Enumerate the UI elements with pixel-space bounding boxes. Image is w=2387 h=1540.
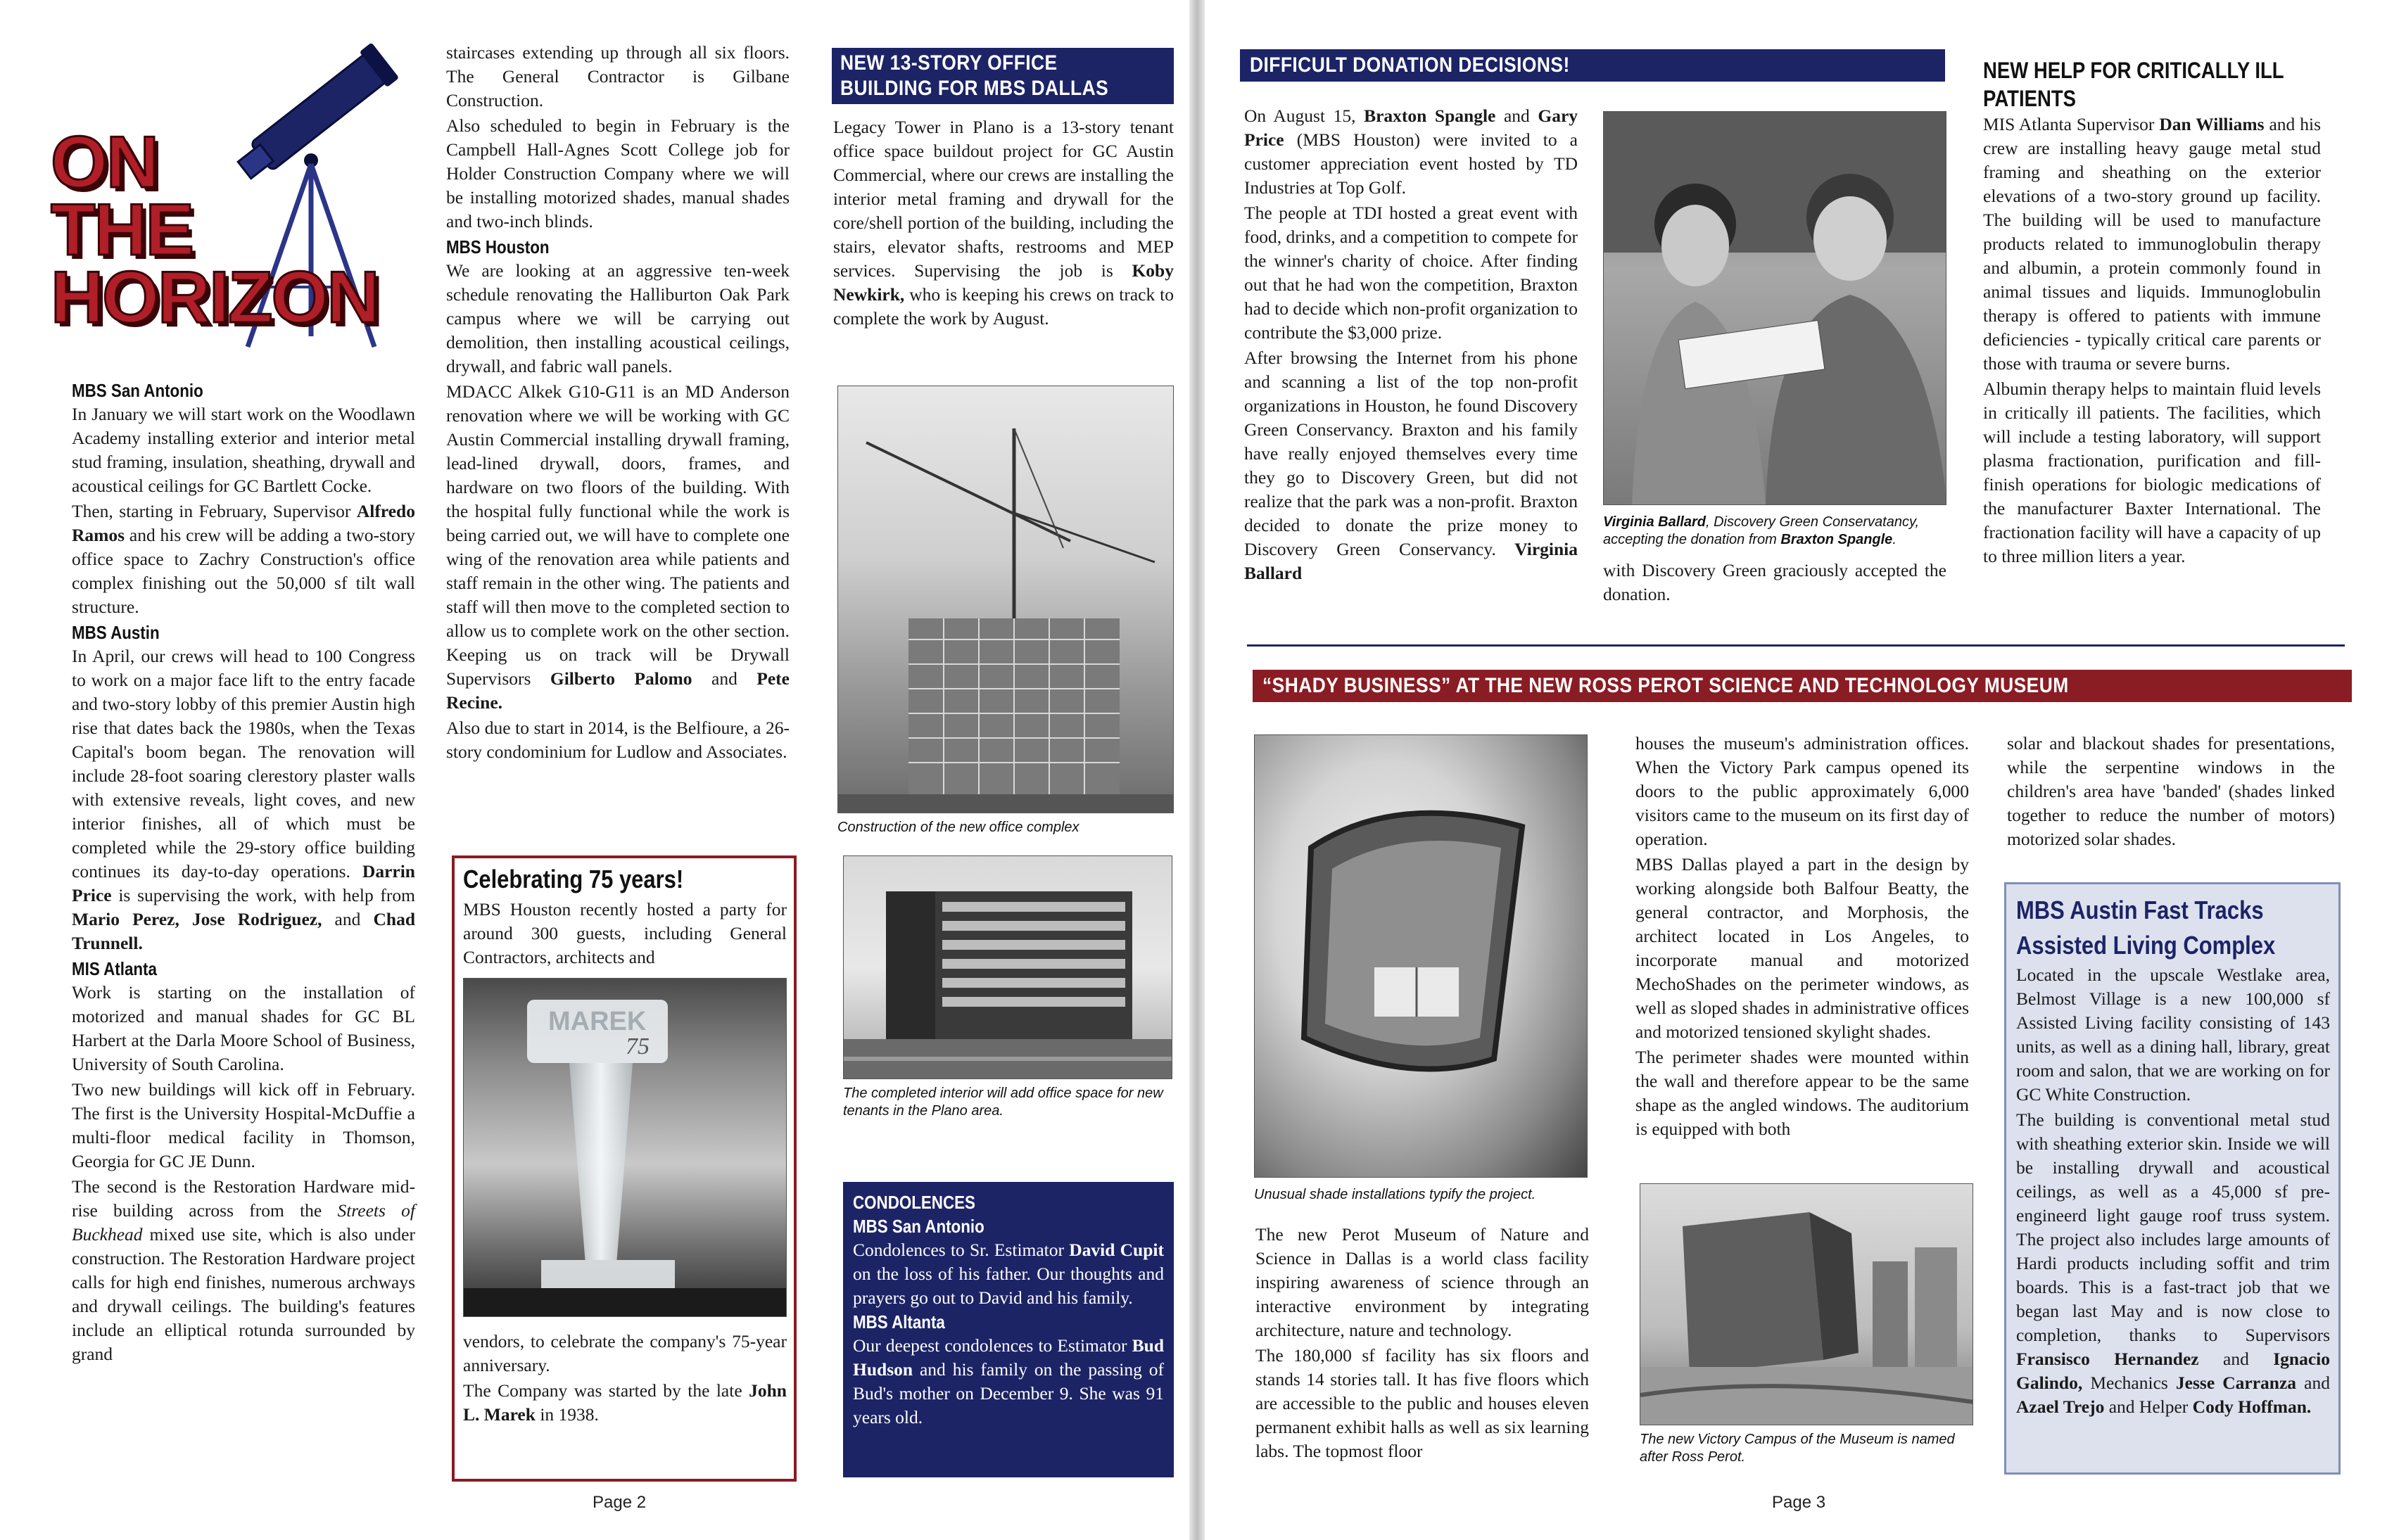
person-name: Braxton Spangle [1780,532,1893,547]
paragraph: The 180,000 sf facility has six floors and stands 14 stories tall. It has five floors which are accessible to the public and houses eleven permanent exhibit halls as well as six learning labs. The topmost floor [1255,1345,1589,1461]
person-name: Fransisco Hernandez [2016,1349,2199,1369]
museum-photo [1640,1183,1973,1425]
paragraph: Legacy Tower in Plano is a 13-story tenant office space buildout project for GC Austin Commercial, where our crews are installing the interior metal framing and drywall for the core/shell portion of the building, including the stairs, elevator shafts, restrooms and MEP services. Supervising the job is Koby Newkirk, who is keeping his crews on track to complete the work by August. [833,117,1174,329]
paragraph: The Company was started by the late John L. Marek in 1938. [463,1380,787,1425]
caption-completed: The completed interior will add office space for new tenants in the Plano area. [843,1086,1163,1119]
person-name: Bud Hudson [853,1335,1164,1380]
perot-column-2 [1635,732,1969,1143]
caption-donation: Virginia Ballard, Discovery Green Conservatancy, accepting the donation from Braxton Spangle. [1603,514,1920,547]
paragraph: Then, starting in February, Supervisor Alfredo Ramos and his crew will be adding a two-story office space to Zachry Construction's office complex finishing out the 50,000 sf tilt wall structure. [72,501,415,617]
caption-construction: Construction of the new office complex [837,820,1079,835]
sculpture-number: 75 [626,1033,650,1059]
logo-line-on: ON [51,122,158,203]
section-divider [1247,644,2345,647]
perot-column-3 [2007,732,2335,853]
person-name: Gary Price [1244,106,1578,150]
paragraph: The new Perot Museum of Nature and Science in Dallas is a world class facility inspiring awareness of science through an interactive environment by integrating architecture, nature and technology. [1255,1224,1589,1340]
paragraph: solar and blackout shades for presentations, while the serpentine windows in the children's area have 'banded' (shades linked together to reduce the number of motors) motorized solar shades. [2007,733,2335,849]
person-name: Gilberto Palomo [550,668,692,689]
paragraph: The people at TDI hosted a great event with food, drinks, and a competition to compete for the winner's charity of choice. After finding out that he had won the competition, Braxton had to decide which non-profit organization to contribute the $3,000 prize. [1244,203,1578,343]
paragraph: houses the museum's administration offices. When the Victory Park campus opened its doors to the public approximately 6,000 visitors came to the museum on its first day of operation. [1635,733,1969,849]
person-name: Cody Hoffman. [2192,1396,2312,1417]
paragraph: MIS Atlanta Supervisor Dan Williams and his crew are installing heavy gauge metal stud framing and sheathing on the exterior elevations of a two-story ground up facility. The building will be used to manufacture products related to immunoglobulin therapy and albumin, a protein commonly found in animal tissues and liquids. Immunoglobulin therapy is offered to patients with immune deficiencies - typically critical care parents or those with trauma or severe burns. [1983,114,2321,374]
person-name: Darrin Price [72,861,415,905]
subhead-san-antonio: MBS San Antonio [72,380,203,401]
person-name: Dan Williams [2159,114,2265,134]
person-name: Chad Trunnell. [72,909,415,953]
perot-headline: “SHADY BUSINESS” AT THE NEW ROSS PEROT SCIENCE AND TECHNOLOGY MUSEUM [1253,670,2352,702]
logo-line-the: THE [51,189,193,271]
paragraph: In April, our crews will head to 100 Congress to work on a major face lift to the entry facade and two-story lobby of this premier Austin high rise that dates back the 1980s, when the Texas Capital's boom began. The renovation will include 28-foot soaring clerestory plaster walls with extensive reveals, light coves, and new interior finishes, all of which must be completed while the 29-story office building continues its day-to-day operations. Darrin Price is supervising the work, with help from Mario Perez, Jose Rodriguez, and Chad Trunnell. [72,646,415,953]
person-name: Jesse Carranza [2175,1373,2297,1393]
person-name: Pete Recine. [446,668,790,713]
paragraph: vendors, to celebrate the company's 75-year anniversary. [463,1331,787,1375]
fasttrack-box [2004,882,2341,1475]
ice-sculpture-photo [463,978,787,1317]
caption-museum: The new Victory Campus of the Museum is named after Ross Perot. [1640,1432,1955,1465]
perot-column-1 [1255,1223,1589,1465]
paragraph: The building is conventional metal stud with sheathing exterior skin. Inside we will be installing drywall and acoustical ceilings, as well as a 45,000 sf pre-engineerd light gauge roof truss system. The project also includes large amounts of Hardi products including soffit and trim boards. This is a fast-tract job that we began last May and is now close to completion, thanks to Supervisors Fransisco Hernandez and Ignacio Galindo, Mechanics Jesse Carranza and Azael Trejo and Helper Cody Hoffman. [2016,1109,2330,1417]
column-2 [446,41,790,765]
paragraph: staircases extending up through all six floors. The General Contractor is Gilbane Construction. [446,42,790,110]
person-name: John L. Marek [463,1380,787,1425]
condolences-subhead-atlanta: MBS Altanta [853,1311,945,1332]
paragraph: with Discovery Green graciously accepted the donation. [1603,560,1946,604]
box75-title: Celebrating 75 years! [463,865,684,893]
subhead-austin: MBS Austin [72,622,160,643]
dallas-article [833,115,1174,332]
dallas-headline: NEW 13-STORY OFFICE BUILDING FOR MBS DALLAS [832,48,1174,104]
column-1 [72,378,415,1368]
donation-article [1244,104,1578,587]
paragraph: Our deepest condolences to Estimator Bud Hudson and his family on the passing of Bud's mother on December 9. She was 91 years old. [853,1335,1164,1427]
person-name: Braxton Spangle [1364,106,1496,126]
condolences-title: CONDOLENCES [853,1192,975,1213]
page-2 [15,13,1189,1525]
donation-headline: DIFFICULT DONATION DECISIONS! [1240,49,1945,82]
person-name: Ignacio Galindo, [2016,1349,2330,1393]
page-number-2: Page 2 [593,1493,647,1512]
paragraph: We are looking at an aggressive ten-week schedule renovating the Halliburton Oak Park campus where we will be carrying out demolition, then installing acoustical ceilings, drywall, and fabric wall panels. [446,260,790,376]
angled-window-photo [1254,734,1588,1178]
person-name: Azael Trejo [2016,1396,2105,1417]
subhead-atlanta: MIS Atlanta [72,958,157,979]
donation-article-end [1603,559,1946,608]
paragraph: Condolences to Sr. Estimator David Cupit on the loss of his father. Our thoughts and prayers go out to David and his family. [853,1240,1164,1308]
fasttrack-headline: MBS Austin Fast Tracks Assisted Living Complex [2016,896,2276,960]
celebrating-75-box [452,855,797,1482]
paragraph: MBS Dallas played a part in the design by working alongside both Balfour Beatty, the general contractor, and Morphosis, the architect located in Los Angeles, to incorporate manual and motorized MechoShades on the perimeter windows, as well as sloped shades in administrative offices and motorized tensioned skylight shades. [1635,854,1969,1042]
subhead-houston: MBS Houston [446,236,550,257]
paragraph: The second is the Restoration Hardware mid-rise building across from the Streets of Buckhead mixed use site, which is also under construction. The Restoration Hardware project calls for high end finishes, numerous archways and drywall ceilings. The building's features include an elliptical rotunda surrounded by grand [72,1176,415,1364]
sculpture-lettering: MAREK [548,1007,647,1036]
paragraph: Located in the upscale Westlake area, Belmost Village is a new 100,000 sf Assisted Living facility consisting of 143 units, as well as a dining hall, library, great room and salon, that we are working on for GC White Construction. [2016,965,2330,1105]
condolences-subhead-san-antonio: MBS San Antonio [853,1216,984,1237]
person-name: Mario Perez, Jose Rodriguez, [72,909,322,929]
completed-building-photo [843,855,1172,1079]
person-name: Alfredo Ramos [72,501,415,545]
paragraph: Albumin therapy helps to maintain fluid levels in critically ill patients. The facilities, which will include a testing laboratory, will support plasma fractionation, purification and fill-finish operations for biologic medications of the manufacturer Baxter International. The fractionation facility will have a capacity of up to three million liters a year. [1983,378,2321,566]
logo-line-horizon: HORIZON [51,257,379,338]
paragraph: In January we will start work on the Woodlawn Academy installing exterior and interior metal stud framing, insulation, sheathing, drywall and acoustical ceilings for GC Bartlett Cocke. [72,404,415,496]
paragraph: MDACC Alkek G10-G11 is an MD Anderson renovation where we will be working with GC Austin Commercial installing drywall framing, lead-lined drywall, doors, frames, and hardware on two floors of the building. With the hospital fully functional while the work is being carried out, we will have to complete one wing of the renovation area while patients and staff remain in the other wing. The patients and staff will then move to the completed section to allow us to complete work on the other section. Keeping us on track will be Drywall Supervisors Gilberto Palomo and Pete Recine. [446,381,790,713]
paragraph: Work is starting on the installation of motorized and manual shades for GC BL Harbert at the Darla Moore School of Business, University of South Carolina. [72,982,415,1074]
person-name: Virginia Ballard [1603,514,1706,530]
construction-crane-photo [837,386,1174,813]
person-name: Koby Newkirk, [833,260,1174,305]
patients-article [1983,56,2321,570]
paragraph: Also due to start in 2014, is the Belfioure, a 26-story condominium for Ludlow and Associates. [446,718,790,762]
paragraph: On August 15, Braxton Spangle and Gary Price (MBS Houston) were invited to a customer appreciation event hosted by TD Industries at Top Golf. [1244,106,1578,198]
paragraph: Also scheduled to begin in February is the Campbell Hall-Agnes Scott College job for Holder Construction Company where we will be installing motorized shades, manual shades and two-inch blinds. [446,115,790,231]
person-name: Virginia Ballard [1244,539,1578,583]
condolences-box [843,1182,1174,1477]
magazine-spine [1189,0,1205,1540]
paragraph: Two new buildings will kick off in February. The first is the University Hospital-McDuffie a multi-floor medical facility in Thomson, Georgia for GC JE Dunn. [72,1079,415,1171]
paragraph: MBS Houston recently hosted a party for around 300 guests, including General Contractors, architects and [463,899,787,967]
caption-shades: Unusual shade installations typify the project. [1254,1187,1536,1202]
page-3 [1205,13,2372,1525]
person-name: David Cupit [1069,1240,1164,1260]
paragraph: After browsing the Internet from his phone and scanning a list of the top non-profit organizations in Houston, he found Discovery Green Conservancy. Braxton and his family have really enjoyed themselves every time they go to Discovery Green, but did not realize that the park was a non-profit. Braxton decided to donate the prize money to Discovery Green Conservancy. Virginia Ballard [1244,348,1578,583]
donation-check-photo [1603,111,1946,505]
horizon-logo [51,27,424,357]
page-number-3: Page 3 [1772,1493,1826,1512]
patients-headline: NEW HELP FOR CRITICALLY ILL PATIENTS [1983,58,2284,111]
paragraph: The perimeter shades were mounted within the wall and therefore appear to be the same shape as the angled windows. The auditorium is equipped with both [1635,1047,1969,1139]
